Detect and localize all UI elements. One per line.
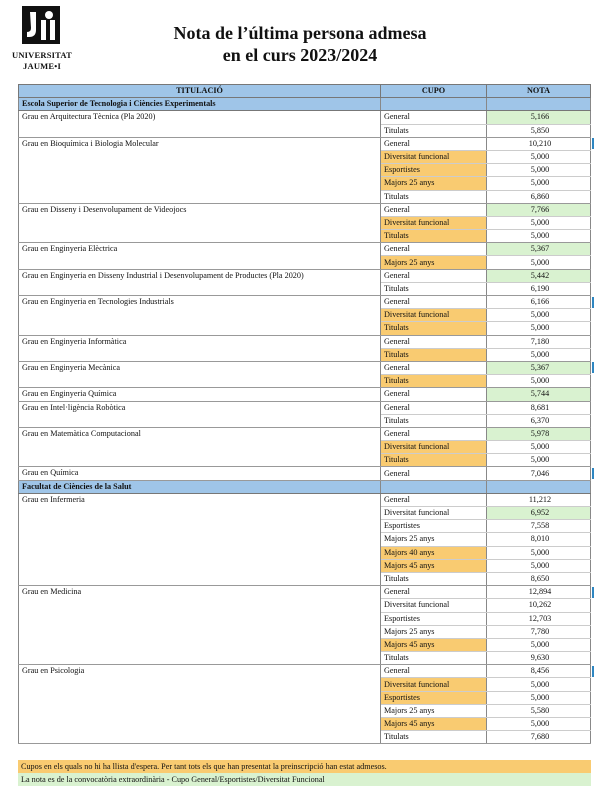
cupo-cell: Titulats	[381, 652, 487, 665]
cupo-cell: Titulats	[381, 348, 487, 361]
column-header-nota: NOTA	[487, 85, 591, 98]
table-row	[19, 296, 591, 309]
cupo-cell: Esportistes	[381, 691, 487, 704]
cupo-cell: Majors 45 anys	[381, 559, 487, 572]
nota-cell: 7,680	[487, 731, 591, 744]
nota-cell: 5,000	[487, 559, 591, 572]
legend-green: La nota es de la convocatòria extraordinària - Cupo General/Esportistes/Diversitat Funcional	[18, 773, 591, 786]
nota-cell: 5,367	[487, 243, 591, 256]
nota-cell: 5,000	[487, 441, 591, 454]
title-line-2: en el curs 2023/2024	[222, 45, 378, 65]
column-header-cupo: CUPO	[381, 85, 487, 98]
cupo-cell: General	[381, 296, 487, 309]
table-row	[19, 335, 591, 348]
table-row	[19, 269, 591, 282]
degree-name: Grau en Matemàtica Computacional	[19, 427, 381, 467]
degree-name: Grau en Enginyeria en Disseny Industrial i Desenvolupament de Productes (Pla 2020)	[19, 269, 381, 295]
cupo-cell: Titulats	[381, 190, 487, 203]
nota-cell: 5,000	[487, 150, 591, 163]
nota-cell: 8,650	[487, 572, 591, 585]
cupo-cell: Titulats	[381, 414, 487, 427]
degree-name: Grau en Enginyeria Química	[19, 388, 381, 401]
nota-cell: 5,000	[487, 718, 591, 731]
nota-cell: 12,703	[487, 612, 591, 625]
degree-name: Grau en Química	[19, 467, 381, 480]
cupo-cell: Titulats	[381, 375, 487, 388]
cupo-cell: Titulats	[381, 322, 487, 335]
section-title: Escola Superior de Tecnologia i Ciències Experimentals	[19, 98, 381, 111]
cupo-cell: Titulats	[381, 124, 487, 137]
section-filler	[487, 98, 591, 111]
cupo-cell: Esportistes	[381, 164, 487, 177]
legend-orange: Cupos en els quals no hi ha llista d'espera. Per tant tots els que han presentat la preinscripció han estat admesos.	[18, 760, 591, 773]
section-filler	[381, 98, 487, 111]
row-marker	[592, 587, 594, 598]
degree-name: Grau en Medicina	[19, 586, 381, 665]
table-row	[19, 467, 591, 480]
section-title: Facultat de Ciències de la Salut	[19, 480, 381, 493]
nota-cell: 7,180	[487, 335, 591, 348]
cupo-cell: General	[381, 111, 487, 124]
logo-line-2: JAUME•I	[23, 61, 61, 71]
cupo-cell: Diversitat funcional	[381, 216, 487, 229]
nota-cell: 5,000	[487, 164, 591, 177]
table-row	[19, 665, 591, 678]
nota-cell: 5,850	[487, 124, 591, 137]
nota-cell: 8,681	[487, 401, 591, 414]
nota-cell: 5,000	[487, 454, 591, 467]
nota-cell: 7,046	[487, 467, 591, 480]
cupo-cell: Titulats	[381, 454, 487, 467]
nota-cell: 5,000	[487, 230, 591, 243]
cupo-cell: Titulats	[381, 230, 487, 243]
degree-name: Grau en Infermeria	[19, 493, 381, 585]
uji-emblem-icon	[22, 6, 60, 44]
table-row	[19, 401, 591, 414]
cupo-cell: General	[381, 493, 487, 506]
nota-cell: 7,780	[487, 625, 591, 638]
nota-cell: 11,212	[487, 493, 591, 506]
table-row	[19, 111, 591, 124]
nota-cell: 7,766	[487, 203, 591, 216]
cupo-cell: Diversitat funcional	[381, 150, 487, 163]
row-marker	[592, 362, 594, 373]
cupo-cell: General	[381, 361, 487, 374]
nota-cell: 5,166	[487, 111, 591, 124]
table-row	[19, 586, 591, 599]
nota-cell: 5,000	[487, 678, 591, 691]
nota-cell: 6,166	[487, 296, 591, 309]
cupo-cell: General	[381, 335, 487, 348]
cupo-cell: Majors 25 anys	[381, 177, 487, 190]
section-row	[19, 480, 591, 493]
nota-cell: 10,262	[487, 599, 591, 612]
legend	[18, 760, 591, 786]
cupo-cell: Esportistes	[381, 612, 487, 625]
nota-cell: 5,000	[487, 177, 591, 190]
nota-cell: 9,630	[487, 652, 591, 665]
cupo-cell: Titulats	[381, 731, 487, 744]
nota-cell: 5,744	[487, 388, 591, 401]
cupo-cell: General	[381, 586, 487, 599]
section-filler	[487, 480, 591, 493]
cupo-cell: Titulats	[381, 282, 487, 295]
table-row	[19, 388, 591, 401]
nota-cell: 6,952	[487, 507, 591, 520]
table-row	[19, 243, 591, 256]
row-marker	[592, 297, 594, 308]
cupo-cell: General	[381, 401, 487, 414]
degree-name: Grau en Disseny i Desenvolupament de Videojocs	[19, 203, 381, 243]
degree-name: Grau en Enginyeria Mecànica	[19, 361, 381, 387]
cupo-cell: Diversitat funcional	[381, 441, 487, 454]
table-body	[19, 98, 591, 744]
degree-name: Grau en Bioquímica i Biologia Molecular	[19, 137, 381, 203]
cupo-cell: General	[381, 137, 487, 150]
section-row	[19, 98, 591, 111]
nota-cell: 6,370	[487, 414, 591, 427]
cupo-cell: Diversitat funcional	[381, 599, 487, 612]
nota-cell: 5,000	[487, 691, 591, 704]
logo-line-1: UNIVERSITAT	[12, 50, 72, 60]
nota-cell: 10,210	[487, 137, 591, 150]
nota-cell: 6,860	[487, 190, 591, 203]
cupo-cell: Majors 25 anys	[381, 704, 487, 717]
nota-cell: 5,367	[487, 361, 591, 374]
cupo-cell: Majors 25 anys	[381, 625, 487, 638]
degree-name: Grau en Psicologia	[19, 665, 381, 744]
table-row	[19, 427, 591, 440]
cupo-cell: Diversitat funcional	[381, 507, 487, 520]
cupo-cell: Diversitat funcional	[381, 309, 487, 322]
nota-cell: 5,000	[487, 546, 591, 559]
cupo-cell: Diversitat funcional	[381, 678, 487, 691]
admission-table	[18, 84, 591, 744]
table-row	[19, 203, 591, 216]
nota-cell: 5,000	[487, 375, 591, 388]
cupo-cell: General	[381, 467, 487, 480]
cupo-cell: Majors 45 anys	[381, 638, 487, 651]
table-header-row	[19, 85, 591, 98]
nota-cell: 5,000	[487, 309, 591, 322]
nota-cell: 8,456	[487, 665, 591, 678]
cupo-cell: Esportistes	[381, 520, 487, 533]
cupo-cell: Majors 40 anys	[381, 546, 487, 559]
cupo-cell: General	[381, 427, 487, 440]
nota-cell: 12,894	[487, 586, 591, 599]
degree-name: Grau en Intel·ligència Robòtica	[19, 401, 381, 427]
cupo-cell: Majors 45 anys	[381, 718, 487, 731]
table-row	[19, 361, 591, 374]
degree-name: Grau en Enginyeria Elèctrica	[19, 243, 381, 269]
degree-name: Grau en Enginyeria Informàtica	[19, 335, 381, 361]
university-logo	[6, 6, 76, 72]
degree-name: Grau en Arquitectura Tècnica (Pla 2020)	[19, 111, 381, 137]
page-title	[140, 22, 460, 66]
cupo-cell: Majors 25 anys	[381, 533, 487, 546]
table-row	[19, 137, 591, 150]
row-marker	[592, 666, 594, 677]
nota-cell: 5,978	[487, 427, 591, 440]
row-marker	[592, 468, 594, 479]
nota-cell: 6,190	[487, 282, 591, 295]
nota-cell: 5,000	[487, 216, 591, 229]
nota-cell: 5,000	[487, 322, 591, 335]
title-line-1: Nota de l’última persona admesa	[173, 23, 427, 43]
cupo-cell: General	[381, 388, 487, 401]
table-row	[19, 493, 591, 506]
nota-cell: 5,000	[487, 348, 591, 361]
column-header-titulacio: TITULACIÓ	[19, 85, 381, 98]
cupo-cell: General	[381, 665, 487, 678]
cupo-cell: General	[381, 203, 487, 216]
cupo-cell: Titulats	[381, 572, 487, 585]
section-filler	[381, 480, 487, 493]
cupo-cell: General	[381, 269, 487, 282]
degree-name: Grau en Enginyeria en Tecnologies Industrials	[19, 296, 381, 336]
cupo-cell: General	[381, 243, 487, 256]
nota-cell: 8,010	[487, 533, 591, 546]
nota-cell: 5,442	[487, 269, 591, 282]
nota-cell: 5,000	[487, 256, 591, 269]
cupo-cell: Majors 25 anys	[381, 256, 487, 269]
row-marker	[592, 138, 594, 149]
nota-cell: 7,558	[487, 520, 591, 533]
nota-cell: 5,580	[487, 704, 591, 717]
nota-cell: 5,000	[487, 638, 591, 651]
